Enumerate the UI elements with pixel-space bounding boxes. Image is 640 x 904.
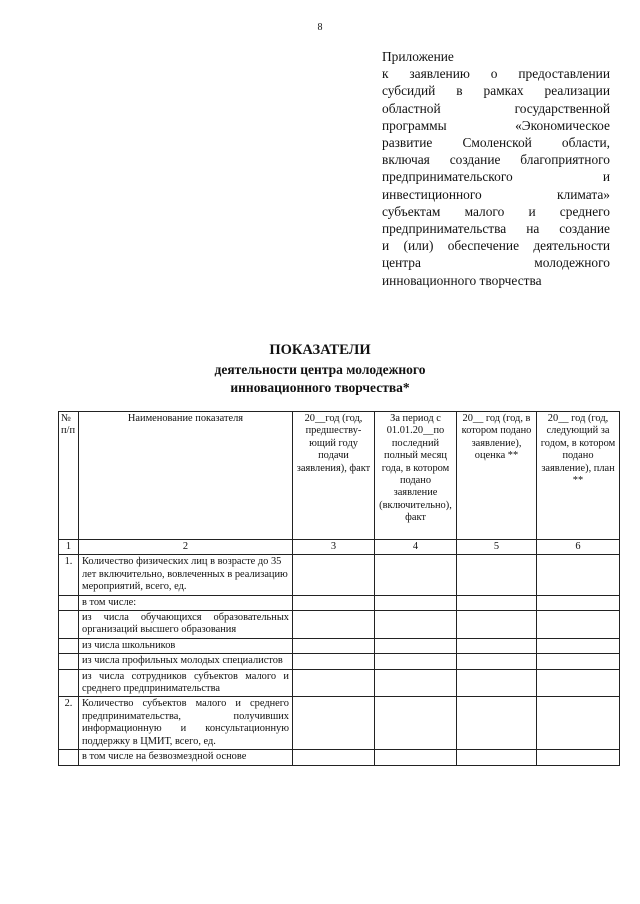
row-indicator-name: Количество физических лиц в возрасте до 35 лет включительно, вовлеченных в реализацию мероприятий, всего, ед.: [79, 555, 293, 595]
cell-col3[interactable]: [293, 654, 375, 669]
appendix-line: программы «Экономическое: [382, 117, 610, 133]
row-number: [59, 595, 79, 610]
cell-col6[interactable]: [537, 697, 620, 750]
column-number: 3: [293, 540, 375, 555]
appendix-line: центра молодежного: [382, 255, 610, 271]
header-col6: 20__ год (год, следующий за годом, в котором подано заявление), план **: [537, 412, 620, 540]
cell-col3[interactable]: [293, 750, 375, 765]
cell-col5[interactable]: [457, 611, 537, 639]
row-number: [59, 654, 79, 669]
appendix-line: Приложение: [382, 49, 454, 64]
row-indicator-name: в том числе:: [79, 595, 293, 610]
cell-col6[interactable]: [537, 555, 620, 595]
document-subtitle-line-2: инновационного творчества*: [230, 380, 410, 395]
appendix-line: областной государственной: [382, 100, 610, 116]
cell-col4[interactable]: [375, 669, 457, 697]
column-number: 5: [457, 540, 537, 555]
cell-col3[interactable]: [293, 638, 375, 653]
header-name: Наименование показателя: [79, 412, 293, 540]
column-number: 1: [59, 540, 79, 555]
row-indicator-name: в том числе на безвозмездной основе: [79, 750, 293, 765]
cell-col4[interactable]: [375, 638, 457, 653]
row-indicator-name: из числа сотрудников субъектов малого и среднего предпринимательства: [79, 669, 293, 697]
cell-col3[interactable]: [293, 697, 375, 750]
cell-col5[interactable]: [457, 654, 537, 669]
cell-col4[interactable]: [375, 555, 457, 595]
cell-col3[interactable]: [293, 611, 375, 639]
cell-col5[interactable]: [457, 697, 537, 750]
row-number: 1.: [59, 555, 79, 595]
row-number: [59, 611, 79, 639]
cell-col5[interactable]: [457, 638, 537, 653]
table-row: [59, 638, 620, 653]
appendix-line: и (или) обеспечение деятельности: [382, 238, 610, 254]
row-indicator-name: Количество субъектов малого и среднего предпринимательства, получивших информационную и консультационную поддержку в ЦМИТ, всего, ед.: [79, 697, 293, 750]
page-number: 8: [317, 22, 323, 33]
row-number: [59, 750, 79, 765]
appendix-line: развитие Смоленской области,: [382, 135, 610, 151]
column-number: 4: [375, 540, 457, 555]
cell-col5[interactable]: [457, 595, 537, 610]
row-indicator-name: из числа профильных молодых специалистов: [79, 654, 293, 669]
table-row: [59, 697, 620, 750]
table-row: [59, 555, 620, 595]
cell-col6[interactable]: [537, 669, 620, 697]
column-number-row: [59, 540, 620, 555]
document-subtitle-line-1: деятельности центра молодежного: [214, 362, 426, 377]
appendix-line: предпринимательского и: [382, 169, 610, 185]
row-indicator-name: из числа обучающихся образовательных организаций высшего образования: [79, 611, 293, 639]
cell-col4[interactable]: [375, 595, 457, 610]
cell-col6[interactable]: [537, 638, 620, 653]
cell-col4[interactable]: [375, 697, 457, 750]
row-number: 2.: [59, 697, 79, 750]
cell-col6[interactable]: [537, 654, 620, 669]
appendix-line: к заявлению о предоставлении: [382, 66, 610, 82]
header-col3: 20__год (год, предшеству-ющий году подачи заявления), факт: [293, 412, 375, 540]
cell-col3[interactable]: [293, 669, 375, 697]
header-num: № п/п: [59, 412, 79, 540]
table-row: [59, 611, 620, 639]
indicators-table: [58, 411, 620, 766]
appendix-line: инновационного творчества: [382, 272, 542, 288]
cell-col5[interactable]: [457, 750, 537, 765]
appendix-note: [382, 48, 610, 289]
appendix-line: инвестиционного климата»: [382, 186, 610, 202]
row-number: [59, 669, 79, 697]
appendix-line: предпринимательства на создание: [382, 221, 610, 237]
cell-col5[interactable]: [457, 555, 537, 595]
cell-col6[interactable]: [537, 750, 620, 765]
cell-col4[interactable]: [375, 611, 457, 639]
document-title: ПОКАЗАТЕЛИ: [269, 342, 371, 358]
cell-col6[interactable]: [537, 595, 620, 610]
table-header-row: [59, 412, 620, 540]
cell-col3[interactable]: [293, 595, 375, 610]
cell-col6[interactable]: [537, 611, 620, 639]
header-col5: 20__ год (год, в котором подано заявление), оценка **: [457, 412, 537, 540]
appendix-line: субсидий в рамках реализации: [382, 83, 610, 99]
table-row: [59, 595, 620, 610]
appendix-line: включая создание благоприятного: [382, 152, 610, 168]
column-number: 6: [537, 540, 620, 555]
row-number: [59, 638, 79, 653]
cell-col4[interactable]: [375, 654, 457, 669]
table-row: [59, 669, 620, 697]
appendix-line: субъектам малого и среднего: [382, 203, 610, 219]
cell-col3[interactable]: [293, 555, 375, 595]
cell-col5[interactable]: [457, 669, 537, 697]
cell-col4[interactable]: [375, 750, 457, 765]
table-row: [59, 654, 620, 669]
header-col4: За период с 01.01.20__по последний полный месяц года, в котором подано заявление (включительно), факт: [375, 412, 457, 540]
row-indicator-name: из числа школьников: [79, 638, 293, 653]
column-number: 2: [79, 540, 293, 555]
table-row: [59, 750, 620, 765]
